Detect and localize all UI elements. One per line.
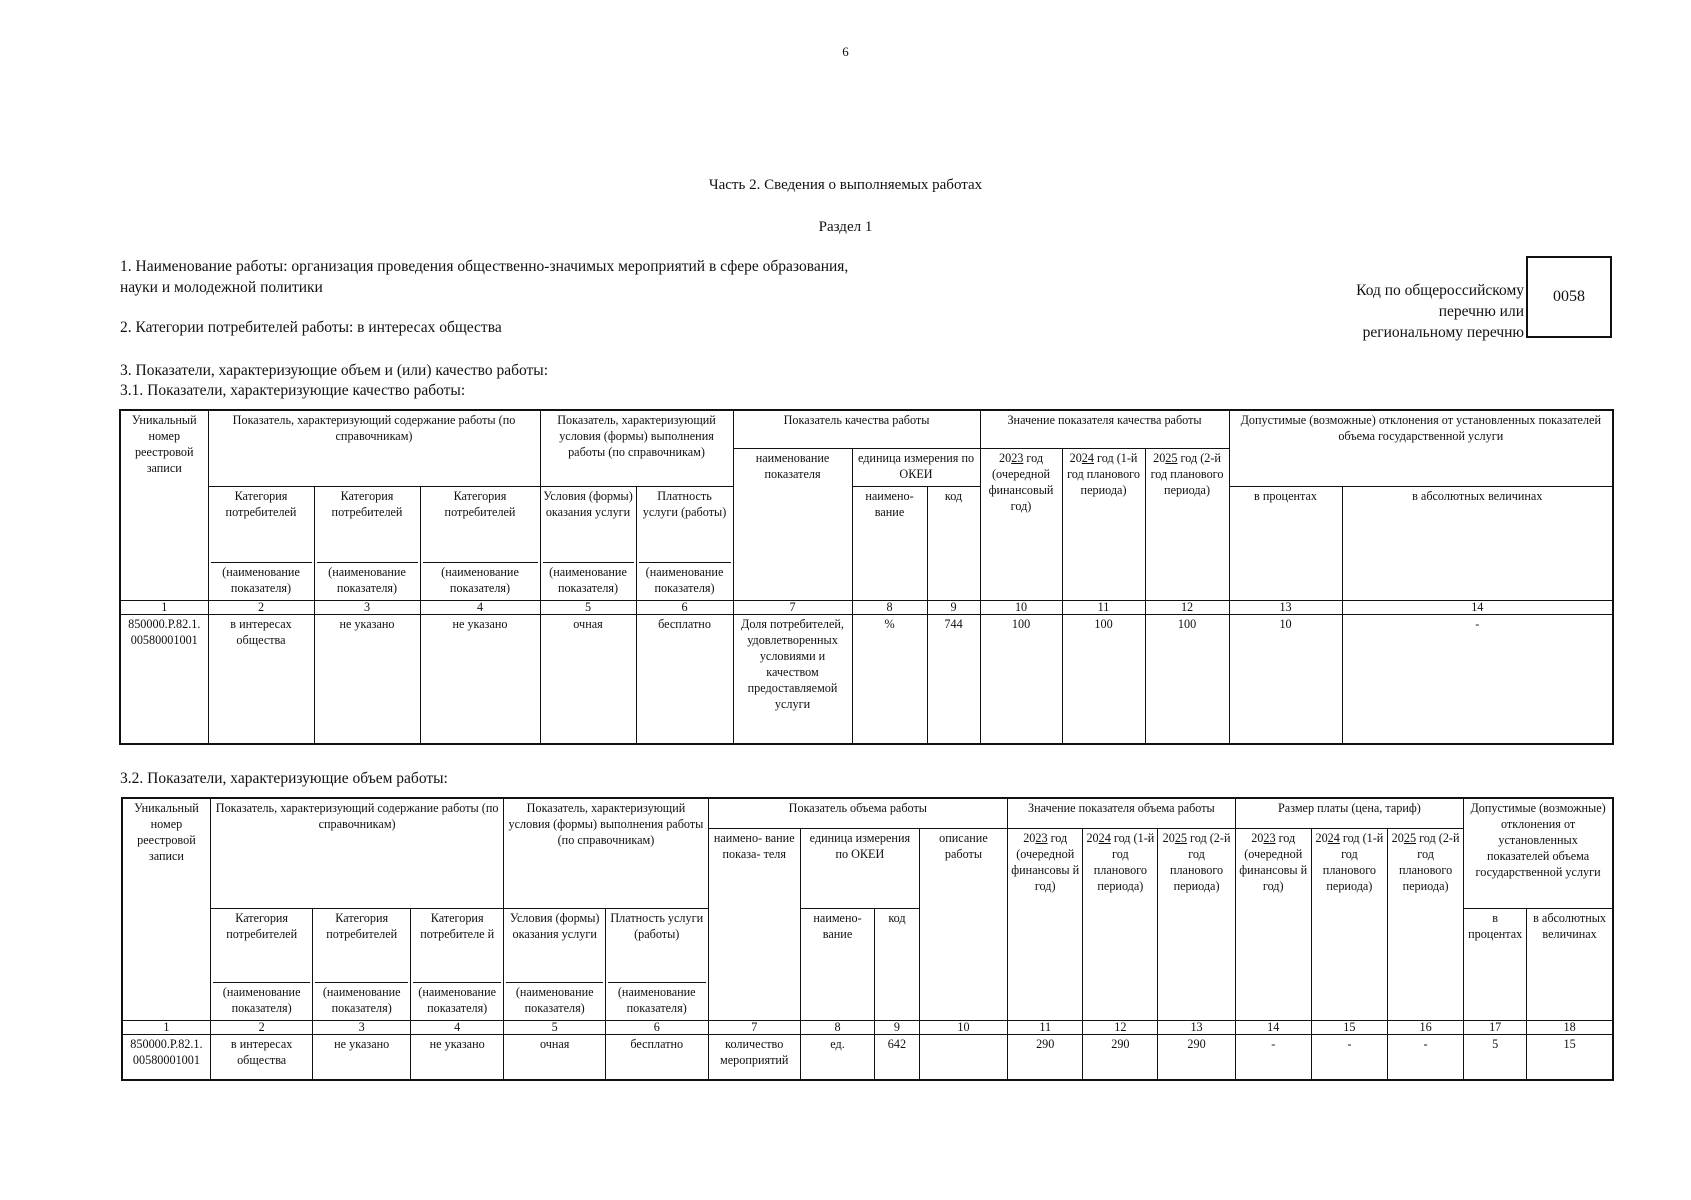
header-value-year-2: 2024 год (1-й год планового периода) xyxy=(1083,828,1158,1020)
value-year-2: 290 xyxy=(1083,1034,1158,1080)
header-unit-name: наимено- вание xyxy=(852,486,927,600)
column-number: 11 xyxy=(1008,1020,1083,1034)
consumer-category-value: в интересах общества xyxy=(210,1034,313,1080)
fee-year-1: - xyxy=(1235,1034,1311,1080)
header-consumer-category-2: Категория потребителей (наименование показателя) xyxy=(313,908,411,1020)
header-value-year-1: 2023 год (очередной финансовы й год) xyxy=(1008,828,1083,1020)
header-deviation-absolute: в абсолютных величинах xyxy=(1527,908,1613,1020)
header-value-year-3: 2025 год (2-й год планового периода) xyxy=(1158,828,1235,1020)
column-number: 3 xyxy=(314,600,420,614)
header-unit-code: код xyxy=(927,486,980,600)
volume-table xyxy=(121,797,1614,1081)
table-row xyxy=(120,614,1613,744)
column-number: 2 xyxy=(210,1020,313,1034)
column-number: 6 xyxy=(636,600,733,614)
header-indicator-name: наимено- вание показа- теля xyxy=(708,828,800,1020)
page-number: 6 xyxy=(842,44,849,59)
registry-number: 850000.Р.82.1. 00580001001 xyxy=(122,1034,210,1080)
header-indicator-name: наименование показателя xyxy=(733,448,852,600)
header-unit-name: наимено- вание xyxy=(800,908,874,1020)
header-work-description: описание работы xyxy=(919,828,1007,1020)
work-description-value xyxy=(919,1034,1007,1080)
header-deviation: Допустимые (возможные) отклонения от установленных показателей объема государственной услуги xyxy=(1464,798,1613,908)
work-name-line-2: науки и молодежной политики xyxy=(120,279,323,296)
section-title: Раздел 1 xyxy=(818,219,873,235)
registry-code-label: Код по общероссийскому перечню или региональному перечню xyxy=(1356,282,1524,341)
value-year-3: 290 xyxy=(1158,1034,1235,1080)
header-consumer-category-1: Категория потребителей (наименование показателя) xyxy=(208,486,314,600)
column-number: 7 xyxy=(708,1020,800,1034)
service-form-value: очная xyxy=(540,614,636,744)
column-number: 1 xyxy=(120,600,208,614)
column-number: 13 xyxy=(1158,1020,1235,1034)
column-number: 7 xyxy=(733,600,852,614)
fee-year-3: - xyxy=(1387,1034,1463,1080)
fee-year-2: - xyxy=(1311,1034,1387,1080)
header-deviation-percent: в процентах xyxy=(1464,908,1527,1020)
header-consumer-category-3: Категория потребителей (наименование показателя) xyxy=(420,486,540,600)
header-volume-indicator: Показатель объема работы xyxy=(708,798,1008,828)
work-name-line-1: 1. Наименование работы: организация проведения общественно-значимых мероприятий в сфере образования, xyxy=(120,258,849,275)
column-number: 3 xyxy=(313,1020,411,1034)
header-content-indicator: Показатель, характеризующий содержание работы (по справочникам) xyxy=(208,410,540,486)
unit-code-value: 744 xyxy=(927,614,980,744)
column-number: 10 xyxy=(919,1020,1007,1034)
header-service-payment: Платность услуги (работы) (наименование показателя) xyxy=(636,486,733,600)
header-unique-number: Уникальный номер реестровой записи xyxy=(120,410,208,600)
service-form-value: очная xyxy=(504,1034,606,1080)
header-consumer-category-3: Категория потребителе й (наименование показателя) xyxy=(410,908,503,1020)
category-3-value: не указано xyxy=(420,614,540,744)
category-2-value: не указано xyxy=(313,1034,411,1080)
unit-name-value: ед. xyxy=(800,1034,874,1080)
column-number: 17 xyxy=(1464,1020,1527,1034)
volume-heading: 3.2. Показатели, характеризующие объем работы: xyxy=(120,770,448,787)
header-deviation-absolute: в абсолютных величинах xyxy=(1342,486,1613,600)
header-fee-year-3: 2025 год (2-й год планового периода) xyxy=(1387,828,1463,1020)
header-deviation: Допустимые (возможные) отклонения от установленных показателей объема государственной услуги xyxy=(1229,410,1613,486)
column-number: 13 xyxy=(1229,600,1342,614)
unit-name-value: % xyxy=(852,614,927,744)
indicator-name-value: количество мероприятий xyxy=(708,1034,800,1080)
header-conditions-indicator: Показатель, характеризующий условия (формы) выполнения работы (по справочникам) xyxy=(540,410,733,486)
header-year-3: 2025 год (2-й год планового периода) xyxy=(1145,448,1229,600)
category-3-value: не указано xyxy=(410,1034,503,1080)
header-consumer-category-2: Категория потребителей (наименование показателя) xyxy=(314,486,420,600)
column-number: 12 xyxy=(1083,1020,1158,1034)
payment-value: бесплатно xyxy=(605,1034,708,1080)
header-unique-number: Уникальный номер реестровой записи xyxy=(122,798,210,1020)
column-number: 14 xyxy=(1342,600,1613,614)
deviation-percent-value: 10 xyxy=(1229,614,1342,744)
header-service-form: Условия (формы) оказания услуги (наименование показателя) xyxy=(540,486,636,600)
column-number: 9 xyxy=(927,600,980,614)
column-number: 18 xyxy=(1527,1020,1613,1034)
value-year-2: 100 xyxy=(1062,614,1145,744)
column-number: 11 xyxy=(1062,600,1145,614)
column-number: 8 xyxy=(800,1020,874,1034)
header-fee: Размер платы (цена, тариф) xyxy=(1235,798,1464,828)
column-number: 4 xyxy=(420,600,540,614)
quality-heading: 3.1. Показатели, характеризующие качество работы: xyxy=(120,382,466,399)
deviation-percent-value: 5 xyxy=(1464,1034,1527,1080)
header-year-2: 2024 год (1-й год планового периода) xyxy=(1062,448,1145,600)
header-fee-year-1: 2023 год (очередной финансовы й год) xyxy=(1235,828,1311,1020)
column-number: 16 xyxy=(1387,1020,1463,1034)
column-number: 4 xyxy=(410,1020,503,1034)
quality-table xyxy=(119,409,1614,745)
header-fee-year-2: 2024 год (1-й год планового периода) xyxy=(1311,828,1387,1020)
header-service-form: Условия (формы) оказания услуги (наименование показателя) xyxy=(504,908,606,1020)
column-number: 12 xyxy=(1145,600,1229,614)
value-year-1: 290 xyxy=(1008,1034,1083,1080)
column-number: 5 xyxy=(540,600,636,614)
column-number: 6 xyxy=(605,1020,708,1034)
value-year-1: 100 xyxy=(980,614,1062,744)
header-okei-unit: единица измерения по ОКЕИ xyxy=(852,448,980,486)
header-quality-indicator: Показатель качества работы xyxy=(733,410,980,448)
category-2-value: не указано xyxy=(314,614,420,744)
payment-value: бесплатно xyxy=(636,614,733,744)
header-service-payment: Платность услуги (работы) (наименование показателя) xyxy=(605,908,708,1020)
column-number: 8 xyxy=(852,600,927,614)
registry-number: 850000.Р.82.1. 00580001001 xyxy=(120,614,208,744)
column-number: 5 xyxy=(504,1020,606,1034)
part-title: Часть 2. Сведения о выполняемых работах xyxy=(708,177,983,193)
header-consumer-category-1: Категория потребителей (наименование показателя) xyxy=(210,908,313,1020)
consumer-categories: 2. Категории потребителей работы: в интересах общества xyxy=(120,319,502,336)
unit-code-value: 642 xyxy=(875,1034,920,1080)
column-number: 9 xyxy=(875,1020,920,1034)
column-number: 1 xyxy=(122,1020,210,1034)
deviation-absolute-value: - xyxy=(1342,614,1613,744)
column-number: 10 xyxy=(980,600,1062,614)
header-quality-value: Значение показателя качества работы xyxy=(980,410,1229,448)
indicators-heading: 3. Показатели, характеризующие объем и (или) качество работы: xyxy=(120,362,549,379)
header-conditions-indicator: Показатель, характеризующий условия (формы) выполнения работы (по справочникам) xyxy=(504,798,708,908)
deviation-absolute-value: 15 xyxy=(1527,1034,1613,1080)
header-year-1: 2023 год (очередной финансовый год) xyxy=(980,448,1062,600)
registry-code-box: 0058 xyxy=(1526,256,1612,338)
header-volume-value: Значение показателя объема работы xyxy=(1008,798,1236,828)
column-number: 14 xyxy=(1235,1020,1311,1034)
value-year-3: 100 xyxy=(1145,614,1229,744)
header-unit-code: код xyxy=(875,908,920,1020)
header-deviation-percent: в процентах xyxy=(1229,486,1342,600)
column-number: 2 xyxy=(208,600,314,614)
header-content-indicator: Показатель, характеризующий содержание работы (по справочникам) xyxy=(210,798,504,908)
indicator-name-value: Доля потребителей, удовлетворенных условиями и качеством предоставляемой услуги xyxy=(733,614,852,744)
column-number: 15 xyxy=(1311,1020,1387,1034)
consumer-category-value: в интересах общества xyxy=(208,614,314,744)
header-okei-unit: единица измерения по ОКЕИ xyxy=(800,828,919,908)
table-row xyxy=(122,1034,1613,1080)
